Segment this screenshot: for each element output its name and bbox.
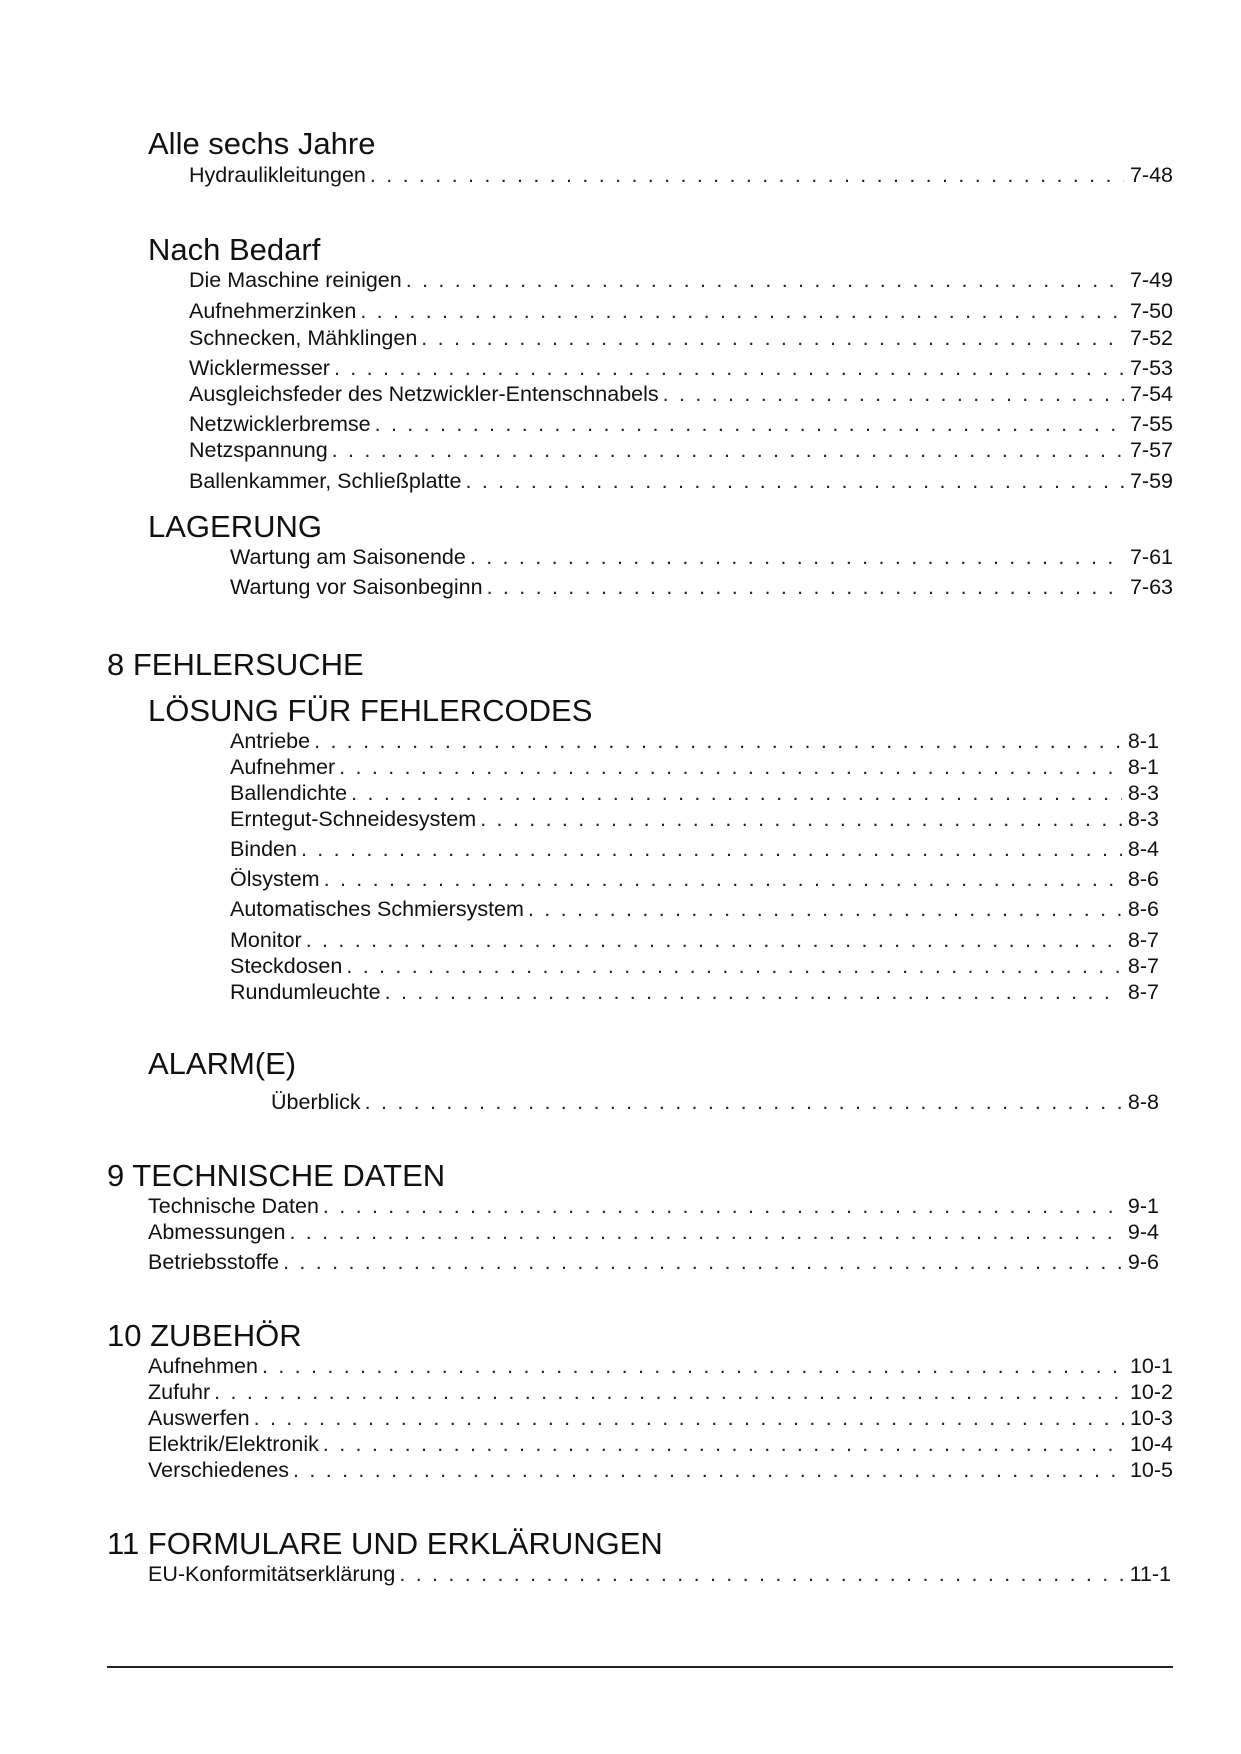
- toc-entry-label: Wicklermesser: [189, 356, 330, 380]
- chapter-heading-10: 10 ZUBEHÖR: [107, 1318, 302, 1353]
- toc-entry-page: 7-48: [1129, 163, 1173, 187]
- toc-entry-page: 9-6: [1127, 1250, 1159, 1274]
- toc-entry-page: 7-61: [1129, 545, 1173, 569]
- toc-entry[interactable]: [148, 1405, 1173, 1431]
- toc-entry-label: Monitor: [230, 928, 302, 952]
- toc-entry-label: Ausgleichsfeder des Netzwickler-Entenschnabels: [189, 382, 659, 406]
- toc-entry[interactable]: [189, 468, 1173, 494]
- toc-entry-label: Ballenkammer, Schließplatte: [189, 469, 462, 493]
- toc-entry-label: Netzspannung: [189, 438, 328, 462]
- leader-dots: [323, 1193, 1122, 1219]
- toc-entry-page: 8-3: [1127, 807, 1159, 831]
- toc-entry-page: 7-55: [1129, 412, 1173, 436]
- leader-dots: [465, 468, 1123, 494]
- toc-entry-label: Überblick: [271, 1090, 361, 1114]
- toc-entry[interactable]: [189, 381, 1173, 407]
- toc-entry-label: Die Maschine reinigen: [189, 268, 402, 292]
- leader-dots: [334, 355, 1124, 381]
- leader-dots: [262, 1353, 1124, 1379]
- leader-dots: [289, 1219, 1121, 1245]
- toc-entry-page: 7-57: [1129, 438, 1173, 462]
- toc-entry-label: EU-Konformitätserklärung: [148, 1562, 396, 1586]
- leader-dots: [375, 411, 1124, 437]
- section-heading-lagerung: LAGERUNG: [148, 509, 322, 544]
- toc-entry-page: 7-63: [1129, 575, 1173, 599]
- toc-entry-page: 7-53: [1129, 356, 1173, 380]
- leader-dots: [480, 806, 1122, 832]
- toc-entry[interactable]: [230, 806, 1159, 832]
- toc-entry[interactable]: [230, 979, 1159, 1005]
- section-heading-loesung-fehlercodes: LÖSUNG FÜR FEHLERCODES: [148, 693, 593, 728]
- toc-entry-page: 7-54: [1129, 382, 1173, 406]
- leader-dots: [283, 1249, 1122, 1275]
- toc-entry[interactable]: [230, 574, 1173, 600]
- toc-entry-label: Ölsystem: [230, 867, 320, 891]
- toc-entry[interactable]: [189, 162, 1173, 188]
- toc-entry[interactable]: [271, 1089, 1159, 1115]
- leader-dots: [301, 836, 1122, 862]
- toc-entry[interactable]: [148, 1379, 1173, 1405]
- leader-dots: [314, 728, 1122, 754]
- toc-entry-page: 9-4: [1127, 1220, 1159, 1244]
- toc-entry-page: 8-6: [1127, 867, 1159, 891]
- toc-entry-page: 8-7: [1127, 954, 1159, 978]
- toc-entry-page: 10-5: [1129, 1458, 1173, 1482]
- toc-entry-page: 7-52: [1129, 326, 1173, 350]
- section-heading-alarme: ALARM(E): [148, 1046, 297, 1081]
- toc-entry-page: 9-1: [1127, 1194, 1159, 1218]
- toc-entry-page: 11-1: [1129, 1562, 1171, 1586]
- toc-entry-label: Abmessungen: [148, 1220, 286, 1244]
- toc-entry-page: 10-1: [1129, 1354, 1173, 1378]
- toc-entry-label: Binden: [230, 837, 297, 861]
- toc-entry-page: 8-8: [1127, 1090, 1159, 1114]
- toc-entry-label: Ballendichte: [230, 781, 348, 805]
- leader-dots: [339, 754, 1122, 780]
- toc-entry[interactable]: [189, 411, 1173, 437]
- toc-entry-page: 8-3: [1127, 781, 1159, 805]
- toc-entry[interactable]: [148, 1353, 1173, 1379]
- toc-entry[interactable]: [230, 754, 1159, 780]
- toc-entry[interactable]: [148, 1219, 1159, 1245]
- toc-entry[interactable]: [189, 325, 1173, 351]
- toc-entry-label: Hydraulikleitungen: [189, 163, 366, 187]
- leader-dots: [254, 1405, 1124, 1431]
- toc-entry-label: Schnecken, Mähklingen: [189, 326, 418, 350]
- toc-entry-label: Elektrik/Elektronik: [148, 1432, 319, 1456]
- toc-entry-page: 7-49: [1129, 268, 1173, 292]
- toc-entry-label: Wartung vor Saisonbeginn: [230, 575, 483, 599]
- toc-entry-page: 8-1: [1127, 755, 1159, 779]
- toc-entry[interactable]: [148, 1431, 1173, 1457]
- leader-dots: [421, 325, 1124, 351]
- toc-entry[interactable]: [230, 544, 1173, 570]
- toc-entry[interactable]: [230, 866, 1159, 892]
- toc-entry-page: 8-4: [1127, 837, 1159, 861]
- toc-entry[interactable]: [189, 355, 1173, 381]
- toc-entry-page: 10-4: [1129, 1432, 1173, 1456]
- toc-entry-label: Aufnehmerzinken: [189, 299, 357, 323]
- toc-entry[interactable]: [189, 437, 1173, 463]
- leader-dots: [351, 780, 1122, 806]
- leader-dots: [399, 1561, 1123, 1587]
- toc-entry[interactable]: [230, 927, 1159, 953]
- toc-entry-page: 10-2: [1129, 1380, 1173, 1404]
- toc-entry-label: Technische Daten: [148, 1194, 319, 1218]
- toc-entry[interactable]: [230, 896, 1159, 922]
- footer-divider: [107, 1666, 1173, 1668]
- toc-entry-label: Auswerfen: [148, 1406, 250, 1430]
- leader-dots: [324, 866, 1122, 892]
- toc-entry-label: Wartung am Saisonende: [230, 545, 466, 569]
- toc-entry[interactable]: [148, 1457, 1173, 1483]
- chapter-heading-9: 9 TECHNISCHE DATEN: [107, 1158, 446, 1193]
- leader-dots: [406, 267, 1124, 293]
- toc-entry-page: 8-6: [1127, 897, 1159, 921]
- toc-entry[interactable]: [230, 836, 1159, 862]
- toc-entry-page: 7-59: [1129, 469, 1173, 493]
- toc-entry-label: Betriebsstoffe: [148, 1250, 280, 1274]
- toc-entry-label: Erntegut-Schneidesystem: [230, 807, 477, 831]
- toc-entry-page: 7-50: [1129, 299, 1173, 323]
- toc-entry-page: 8-7: [1127, 928, 1159, 952]
- chapter-heading-11: 11 FORMULARE UND ERKLÄRUNGEN: [107, 1526, 663, 1561]
- toc-entry-label: Netzwicklerbremse: [189, 412, 371, 436]
- toc-entry[interactable]: [189, 267, 1173, 293]
- toc-entry[interactable]: [230, 728, 1159, 754]
- toc-entry[interactable]: [148, 1249, 1159, 1275]
- toc-entry-label: Zufuhr: [148, 1380, 211, 1404]
- toc-entry-label: Aufnehmer: [230, 755, 336, 779]
- toc-entry-label: Automatisches Schmiersystem: [230, 897, 524, 921]
- toc-entry[interactable]: [230, 780, 1159, 806]
- toc-entry-label: Rundumleuchte: [230, 980, 381, 1004]
- leader-dots: [528, 896, 1122, 922]
- leader-dots: [332, 437, 1124, 463]
- toc-entry-label: Steckdosen: [230, 954, 343, 978]
- toc-entry-page: 10-3: [1129, 1406, 1173, 1430]
- section-heading-nach-bedarf: Nach Bedarf: [148, 232, 321, 267]
- leader-dots: [323, 1431, 1124, 1457]
- toc-entry[interactable]: [148, 1561, 1171, 1587]
- leader-dots: [385, 979, 1122, 1005]
- toc-entry-page: 8-7: [1127, 980, 1159, 1004]
- leader-dots: [487, 574, 1124, 600]
- toc-entry[interactable]: [189, 298, 1173, 324]
- toc-entry[interactable]: [230, 953, 1159, 979]
- leader-dots: [214, 1379, 1124, 1405]
- toc-entry[interactable]: [148, 1193, 1159, 1219]
- leader-dots: [370, 162, 1124, 188]
- chapter-heading-8: 8 FEHLERSUCHE: [107, 647, 364, 682]
- leader-dots: [663, 381, 1124, 407]
- leader-dots: [293, 1457, 1124, 1483]
- leader-dots: [470, 544, 1124, 570]
- toc-entry-label: Aufnehmen: [148, 1354, 258, 1378]
- toc-entry-page: 8-1: [1127, 729, 1159, 753]
- toc-entry-label: Verschiedenes: [148, 1458, 290, 1482]
- leader-dots: [365, 1089, 1122, 1115]
- toc-entry-label: Antriebe: [230, 729, 311, 753]
- leader-dots: [360, 298, 1124, 324]
- section-heading-alle-sechs-jahre: Alle sechs Jahre: [148, 126, 376, 161]
- leader-dots: [306, 927, 1122, 953]
- leader-dots: [346, 953, 1122, 979]
